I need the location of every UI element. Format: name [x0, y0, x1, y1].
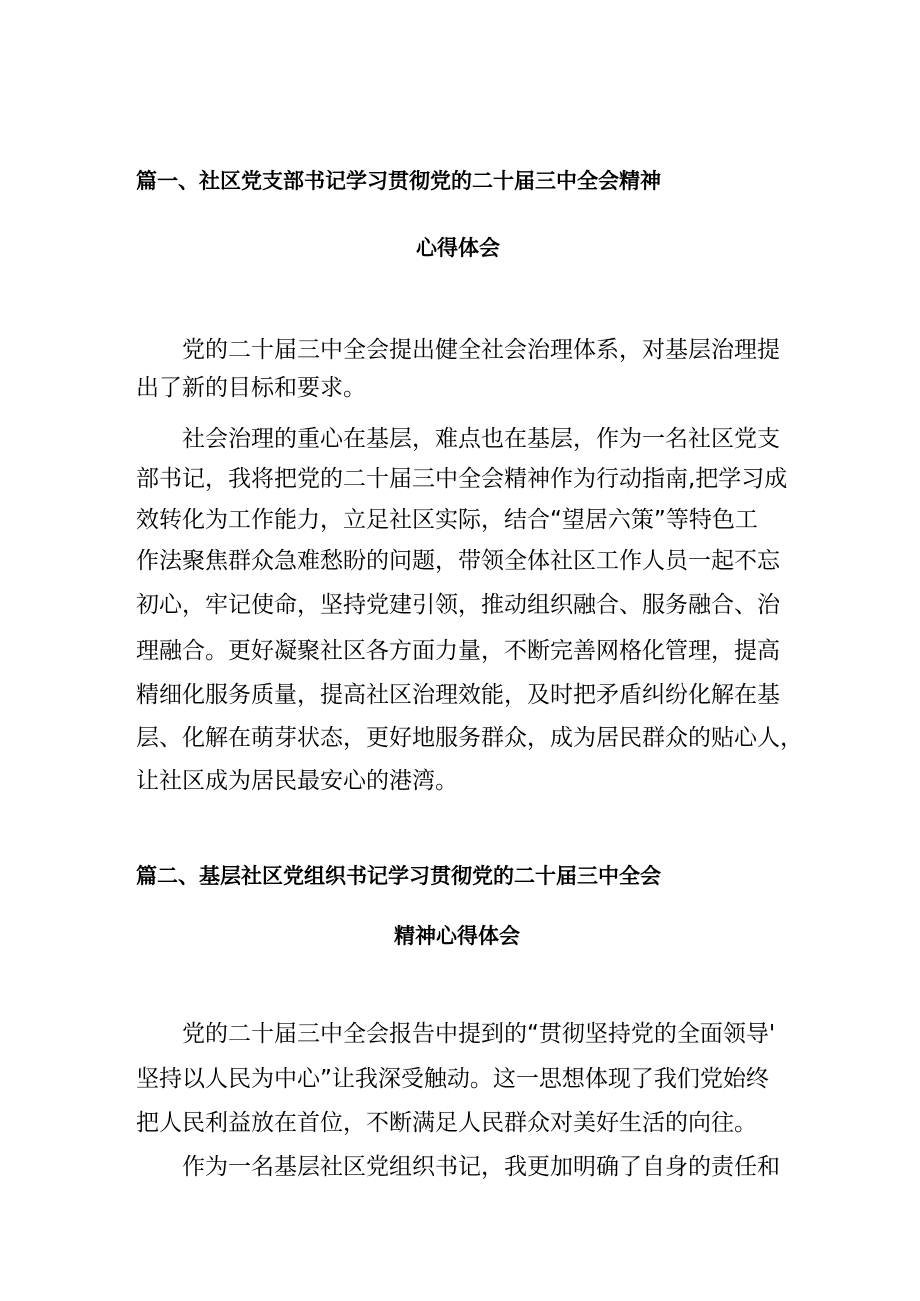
text-line: 让社区成为居民最安心的港湾。 — [136, 768, 458, 794]
text-line: 精细化服务质量，提高社区治理效能，及时把矛盾纠纷化解在基 — [136, 682, 780, 708]
text-line: 出了新的目标和要求。 — [136, 375, 366, 401]
text-line: 初心，牢记使命，坚持党建引领，推动组织融合、服务融合、治 — [136, 592, 780, 618]
text-line: 坚持以人民为中心”让我深受触动。这一思想体现了我们党始终 — [136, 1066, 769, 1092]
text-line: 效转化为工作能力，立足社区实际，结合“望居六策”等特色工 — [136, 507, 758, 533]
text-line: 党的二十届三中全会报告中提到的“贯彻坚持党的全面领导' — [136, 1021, 776, 1047]
section-2-title-line-1: 篇二、基层社区党组织书记学习贯彻党的二十届三中全会 — [136, 864, 661, 888]
text-line: 理融合。更好凝聚社区各方面力量，不断完善网格化管理，提高 — [136, 638, 780, 664]
text-line: 作法聚焦群众急难愁盼的问题，带领全体社区工作人员一起不忘 — [136, 548, 780, 574]
text-line: 党的二十届三中全会提出健全社会治理体系，对基层治理提 — [136, 337, 780, 363]
section-1-title-line-1: 篇一、社区党支部书记学习贯彻党的二十届三中全会精神 — [136, 169, 661, 193]
section-2-title-line-2: 精神心得体会 — [394, 924, 520, 948]
text-line: 把人民利益放在首位，不断满足人民群众对美好生活的向往。 — [136, 1110, 757, 1136]
text-line: 社会治理的重心在基层，难点也在基层，作为一名社区党支 — [136, 426, 780, 452]
text-line: 层、化解在萌芽状态，更好地服务群众，成为居民群众的贴心人， — [136, 725, 803, 751]
section-1-title-line-2: 心得体会 — [416, 236, 500, 260]
text-line: 作为一名基层社区党组织书记，我更加明确了自身的责任和 — [136, 1154, 780, 1180]
text-line: 部书记，我将把党的二十届三中全会精神作为行动指南,把学习成 — [136, 466, 788, 492]
